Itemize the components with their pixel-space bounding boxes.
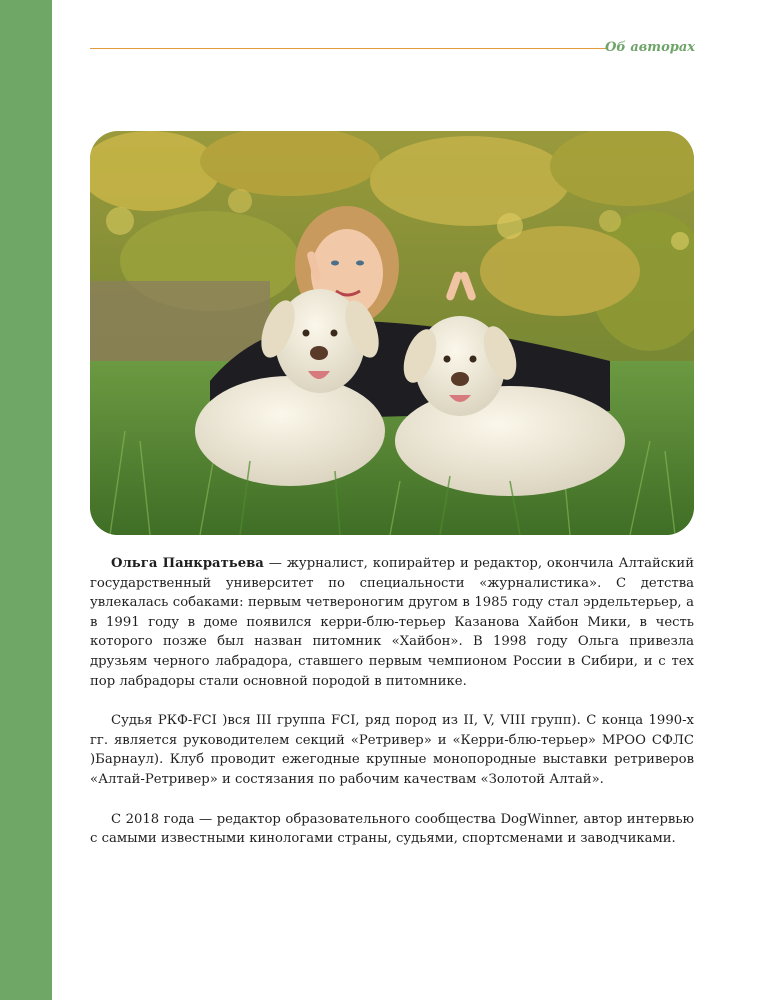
author-photo [90,131,694,535]
author-bio [90,554,694,869]
section-title: Об авторах [605,40,695,55]
bio-paragraph-3: С 2018 года — редактор образовательного сообщества DogWinner, автор интервью с самыми известными кинологами страны, судьями, спортсменами и заводчиками. [90,811,694,847]
bio-paragraph-1 [90,554,694,691]
author-name: Ольга Панкратьева [111,556,264,571]
bio-paragraph-2: Судья РКФ-FCI )вся III группа FCI, ряд пород из II, V, VIII групп). С конца 1990-х гг. является руководителем секций «Ретривер» и «Керри-блю-терьер» МРОО СФЛС )Барнаул). Клуб проводит ежегодные крупные монопородные выставки ретриверов «Алтай-Ретривер» и состязания по рабочим качествам «Золотой Алтай». [90,713,694,787]
header-rule [90,48,606,49]
page-side-bar [0,0,52,1000]
bio-paragraph-1-text: — журналист, копирайтер и редактор, окончила Алтайский государственный университет по специальности «журналистика». С детства увлекалась собаками: первым четвероногим другом в 1985 году стал эрдельтерьер, а в 1991 году в доме появился керри-блю-терьер Казанова Хайбон Мики, в честь которого позже был назван питомник «Хайбон». В 1998 году Ольга привезла друзьям черного лабрадора, ставшего первым чемпионом России в Сибири, и с тех пор лабрадоры стали основной породой в питомнике. [90,556,694,689]
